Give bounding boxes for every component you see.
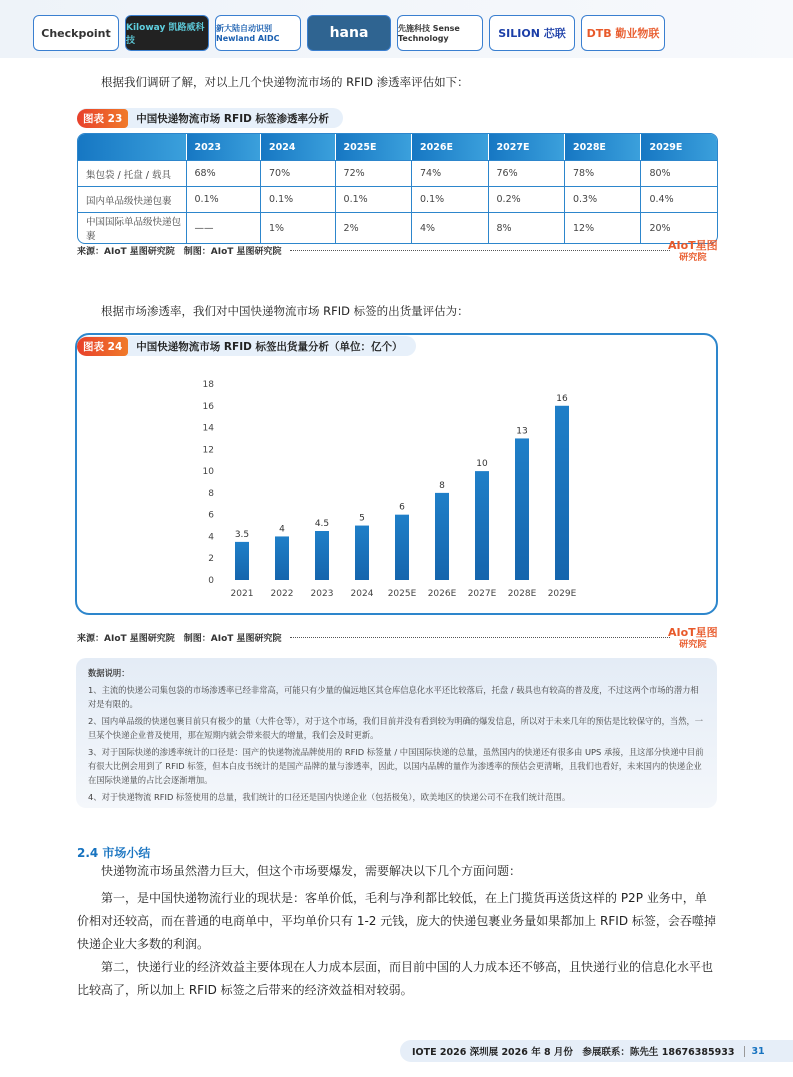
figure-tag: 图表 23 <box>77 109 128 128</box>
footer-text: IOTE 2026 深圳展 2026 年 8 月份 参展联系：陈先生 18676385933 <box>412 1047 735 1058</box>
y-tick-label: 12 <box>202 445 214 456</box>
table-cell: 80% <box>641 160 717 186</box>
data-label: 4.5 <box>314 519 330 529</box>
section-heading: 2.4 市场小结 <box>77 846 151 860</box>
y-tick-label: 0 <box>208 576 214 586</box>
table-cell: 8% <box>489 212 565 243</box>
table-cell: 0.1% <box>412 186 488 212</box>
figure-23-caption <box>77 108 343 128</box>
x-tick-label: 2023 <box>310 589 334 599</box>
note-item: 2、国内单品级的快递包裹目前只有极少的量（大件仓等），对于这个市场，我们目前并没有看到较为明确的爆发信息，所以对于未来几年的预估是比较保守的，当然，一旦某个快递企业普及使用，那在短期内就会带来很大的增量，我们会及时更新。 <box>88 716 704 740</box>
table-cell: 0.1% <box>187 186 262 212</box>
table-cell: 0.4% <box>641 186 717 212</box>
figure-tag: 图表 24 <box>77 337 128 356</box>
column-header: 2024 <box>261 134 336 160</box>
logo-sense: 先施科技 Sense Technology <box>397 15 483 51</box>
bar <box>315 531 329 580</box>
x-tick-label: 2024 <box>350 589 374 599</box>
data-label: 8 <box>439 480 445 491</box>
logo-checkpoint: Checkpoint <box>33 15 119 51</box>
table-cell: 70% <box>261 160 336 186</box>
table-header-row <box>78 134 717 160</box>
bar <box>395 515 409 580</box>
note-item: 1、主流的快递公司集包袋的市场渗透率已经非常高，可能只有少量的偏远地区其仓库信息化水平还比较落后，托盘 / 载具也有较高的普及度，不过这两个市场的潜力相对是有限的。 <box>88 685 699 709</box>
table-cell: 76% <box>489 160 565 186</box>
column-header: 2026E <box>412 134 488 160</box>
y-tick-label: 18 <box>202 380 214 390</box>
x-tick-label: 2028E <box>507 589 537 599</box>
page-number: 31 <box>744 1046 764 1057</box>
table-cell: 0.1% <box>336 186 412 212</box>
data-notes <box>76 658 717 808</box>
table-row <box>78 186 717 212</box>
y-tick-label: 10 <box>202 467 214 478</box>
data-label: 13 <box>516 426 528 437</box>
x-tick-label: 2022 <box>270 589 294 599</box>
x-tick-label: 2027E <box>467 589 497 599</box>
x-tick-label: 2025E <box>387 589 417 599</box>
bar <box>275 536 289 580</box>
figure-24-caption <box>77 336 416 356</box>
table-cell: 国内单品级快递包裹 <box>78 186 187 212</box>
note-item: 4、对于快递物流 RFID 标签使用的总量，我们统计的口径还是国内快递企业（包括极兔），欧美地区的快递公司不在我们统计范围。 <box>88 792 571 802</box>
table-cell: 0.1% <box>261 186 336 212</box>
penetration-table <box>77 133 718 244</box>
y-tick-label: 4 <box>208 532 214 543</box>
table-cell: 12% <box>565 212 641 243</box>
data-label: 3.5 <box>234 529 250 540</box>
paragraph: 第一，是中国快递物流行业的现状是：客单价低，毛利与净利都比较低，在上门揽货再送货这样的 P2P 业务中，单价相对还较高，而在普通的电商单中，平均单价只有 1-2 元钱，庞大的快递包裹业务量如果都加上 RFID 标签，会吞噬掉快递企业大多数的利润。 <box>77 891 716 951</box>
data-label: 6 <box>399 502 405 513</box>
footer-bar <box>400 1040 793 1062</box>
intro-paragraph-2: 根据市场渗透率，我们对中国快递物流市场 RFID 标签的出货量评估为： <box>101 304 469 318</box>
column-header: 2025E <box>336 134 412 160</box>
table-cell: 中国国际单品级快递包裹 <box>78 212 187 243</box>
bar <box>435 493 449 580</box>
table-cell: —— <box>187 212 262 243</box>
data-label: 16 <box>556 393 568 404</box>
table-cell: 0.3% <box>565 186 641 212</box>
bar <box>475 471 489 580</box>
column-header: 2028E <box>565 134 641 160</box>
table-cell: 68% <box>187 160 262 186</box>
table-row <box>78 160 717 186</box>
y-tick-label: 2 <box>208 554 214 565</box>
logo-silion: SILION 芯联 <box>489 15 575 51</box>
table-cell: 4% <box>412 212 488 243</box>
table-cell: 20% <box>641 212 717 243</box>
bar <box>355 526 369 580</box>
x-tick-label: 2029E <box>547 589 577 599</box>
paragraph: 第二，快递行业的经济效益主要体现在人力成本层面，而目前中国的人力成本还不够高，且快递行业的信息化水平也比较高了，所以加上 RFID 标签之后带来的经济效益相对较弱。 <box>77 960 714 997</box>
y-tick-label: 14 <box>202 423 214 434</box>
notes-title: 数据说明： <box>88 668 130 678</box>
logo-hana: hana <box>307 15 391 51</box>
column-header <box>78 134 187 160</box>
intro-paragraph: 根据我们调研了解，对以上几个快递物流市场的 RFID 渗透率评估如下： <box>101 75 469 89</box>
source-note-2: 来源：AIoT 星图研究院 制图：AIoT 星图研究院 <box>77 631 670 644</box>
data-label: 10 <box>476 459 488 470</box>
aiot-logo: AIoT星图 研究院 <box>668 239 718 263</box>
table-cell: 72% <box>336 160 412 186</box>
column-header: 2027E <box>489 134 565 160</box>
logo-newland: 新大陆自动识别 Newland AIDC <box>215 15 301 51</box>
table-cell: 2% <box>336 212 412 243</box>
table-cell: 78% <box>565 160 641 186</box>
table-cell: 74% <box>412 160 488 186</box>
logo-dtb: DTB 勤业物联 <box>581 15 665 51</box>
column-header: 2023 <box>187 134 262 160</box>
figure-title: 中国快递物流市场 RFID 标签渗透率分析 <box>136 112 329 125</box>
logo-kiloway: Kiloway 凯路威科技 <box>125 15 209 51</box>
note-item: 3、对于国际快递的渗透率统计的口径是：国产的快递物流品牌使用的 RFID 标签量 / 中国国际快递的总量，虽然国内的快递还有很多由 UPS 承接，且这部分快递中目前有很大比例会用到了 RFID 标签，但本白皮书统计的是国产品牌的量与渗透率，因此，以国内品牌的量作为渗透率的预估会更清晰，且我们也看好，未来国内的快递企业在国际快递量的占比会逐渐增加。 <box>88 747 704 785</box>
column-header: 2029E <box>641 134 717 160</box>
x-tick-label: 2026E <box>427 589 457 599</box>
table-cell: 集包袋 / 托盘 / 载具 <box>78 160 187 186</box>
table-cell: 1% <box>261 212 336 243</box>
chart-container <box>75 333 718 615</box>
shipment-bar-chart <box>77 335 716 613</box>
bar <box>235 542 249 580</box>
source-note: 来源：AIoT 星图研究院 制图：AIoT 星图研究院 <box>77 244 670 257</box>
x-tick-label: 2021 <box>230 589 254 599</box>
data-label: 4 <box>279 524 285 535</box>
y-tick-label: 6 <box>208 510 214 521</box>
bar <box>555 406 569 580</box>
y-tick-label: 16 <box>202 401 214 412</box>
data-label: 5 <box>359 513 365 524</box>
y-tick-label: 8 <box>208 488 214 499</box>
bar <box>515 438 529 580</box>
aiot-logo-2: AIoT星图 研究院 <box>668 626 718 650</box>
table-row <box>78 212 717 243</box>
table-cell: 0.2% <box>489 186 565 212</box>
figure-title: 中国快递物流市场 RFID 标签出货量分析（单位：亿个） <box>136 340 403 353</box>
paragraph: 快递物流市场虽然潜力巨大，但这个市场要爆发，需要解决以下几个方面问题： <box>101 864 522 878</box>
sponsor-logo-bar <box>0 0 793 58</box>
